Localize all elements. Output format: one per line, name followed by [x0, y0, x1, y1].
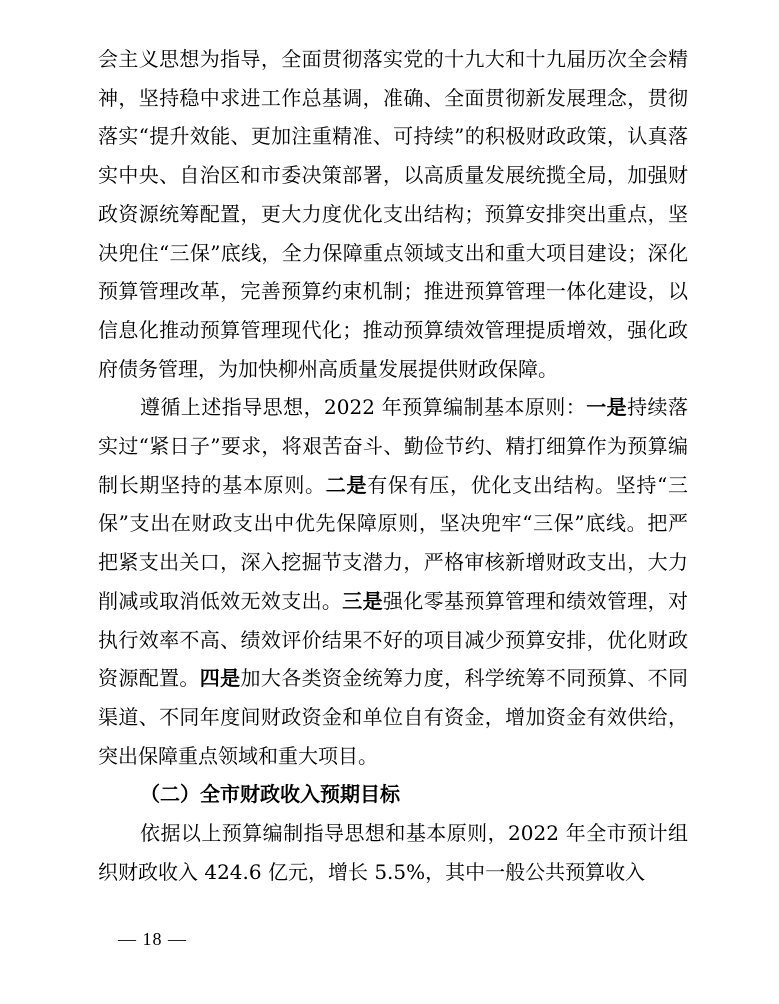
section-heading: （二）全市财政收入预期目标 [140, 782, 400, 807]
paragraph-guiding-ideology: 会主义思想为指导，全面贯彻落实党的十九大和十九届历次全会精神，坚持稳中求进工作总基调，准确、全面贯彻新发展理念，贯彻落实“提升效能、更加注重精准、可持续”的积极财政政策，认真落实中央、自治区和市委决策部署，以高质量发展统揽全局，加强财政资源统筹配置，更大力度优化支出结构；预算安排突出重点，坚决兜住“三保”底线，全力保障重点领域支出和重大项目建设；深化预算管理改革，完善预算约束机制；推进预算管理一体化建设，以信息化推动预算管理现代化；推动预算绩效管理提质增效，强化政府债务管理，为加快柳州高质量发展提供财政保障。 [98, 47, 688, 381]
principle-1-text: 持续落实过“紧日子”要求，将艰苦奋斗、勤俭节约、精打细算作为预算编制长期坚持的基本原则。 [98, 395, 689, 497]
principle-3-text: 强化零基预算管理和绩效管理，对执行效率不高、绩效评价结果不好的项目减少预算安排，优化财政资源配置。 [98, 588, 689, 691]
principle-4-label: 四是 [199, 666, 241, 691]
principle-1-label: 一是 [586, 395, 628, 420]
principle-2-text: 有保有压，优化支出结构。坚持“三保”支出在财政支出中优先保障原则，坚决兜牢“三保”底线。把严把紧支出关口，深入挖掘节支潜力，严格审核新增财政支出，大力削减或取消低效无效支出。 [98, 472, 689, 613]
principle-2-label: 二是 [325, 472, 368, 497]
principle-3-label: 三是 [342, 588, 384, 613]
document-page [98, 40, 688, 891]
page-number: — 18 — [118, 929, 187, 949]
paragraph-revenue-target: 依据以上预算编制指导思想和基本原则，2022 年全市预计组织财政收入 424.6 亿元，增长 5.5%，其中一般公共预算收入 [98, 821, 688, 884]
principle-4-text: 加大各类资金统筹力度，科学统筹不同预算、不同渠道、不同年度间财政资金和单位自有资金，增加资金有效供给，突出保障重点领域和重大项目。 [98, 666, 689, 768]
principles-intro: 遵循上述指导思想，2022 年预算编制基本原则： [140, 395, 587, 420]
paragraph-budget-principles [98, 388, 688, 775]
